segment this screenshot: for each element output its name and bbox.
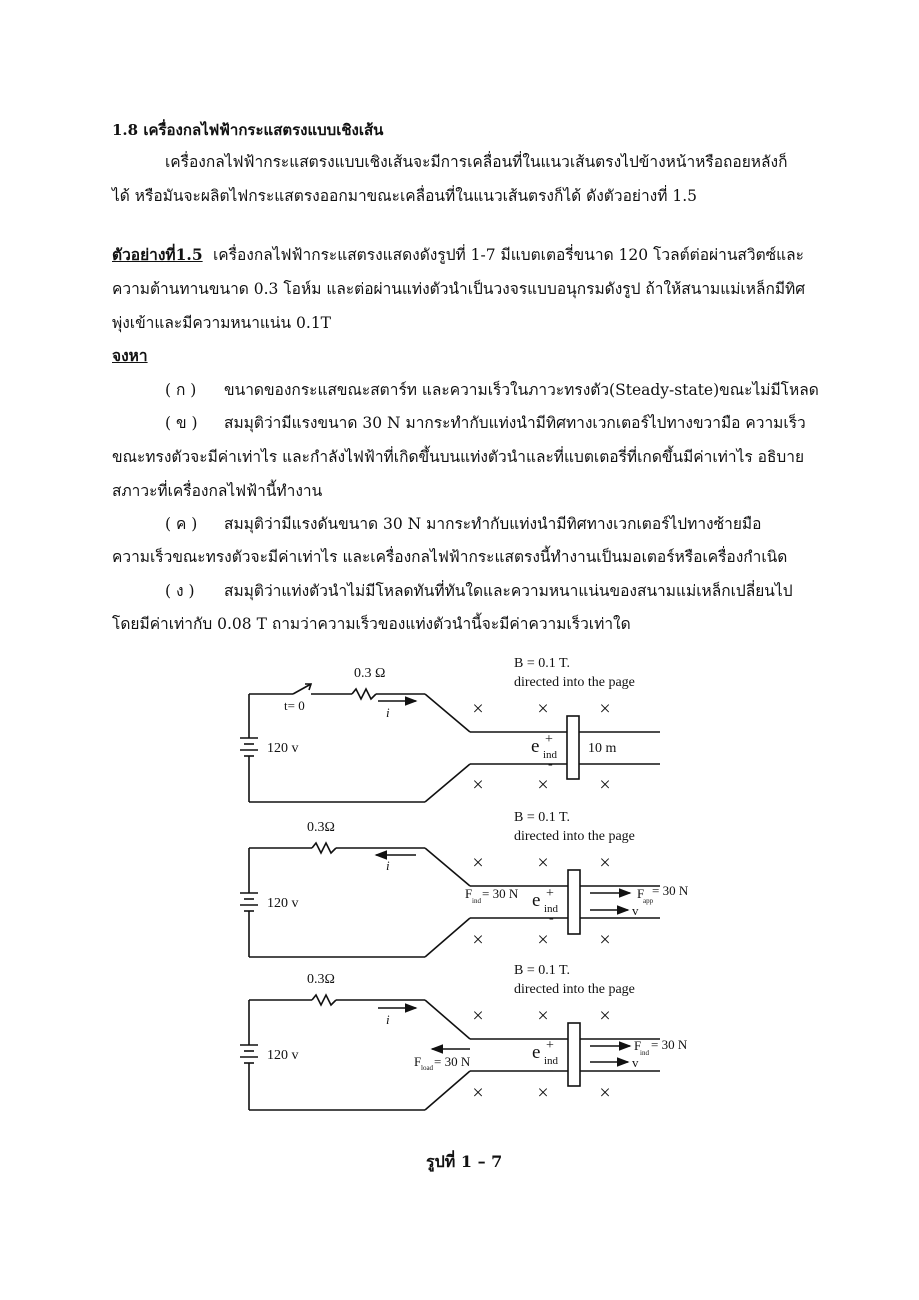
velocity-label: v bbox=[632, 903, 639, 918]
emf-label: e bbox=[531, 736, 540, 757]
minus-sign: - bbox=[549, 911, 554, 926]
field-cross-icon: × bbox=[599, 774, 611, 796]
resistor-symbol bbox=[312, 843, 336, 853]
find-label: จงหา bbox=[112, 346, 148, 365]
force-subscript: ind bbox=[472, 897, 481, 905]
resistor-label: 0.3 Ω bbox=[354, 666, 386, 681]
field-cross-icon: × bbox=[472, 852, 484, 874]
field-direction-label: directed into the page bbox=[514, 982, 635, 997]
field-cross-icon: × bbox=[472, 929, 484, 951]
force-label: F bbox=[634, 1038, 642, 1053]
force-label: F bbox=[414, 1054, 422, 1069]
emf-subscript: ind bbox=[544, 903, 559, 915]
field-cross-icon: × bbox=[537, 1082, 549, 1104]
field-cross-icon: × bbox=[472, 698, 484, 720]
field-cross-icon: × bbox=[537, 774, 549, 796]
battery-label: 120 v bbox=[267, 896, 299, 911]
plus-sign: + bbox=[546, 886, 554, 901]
plus-sign: + bbox=[545, 732, 553, 747]
battery-symbol bbox=[240, 694, 258, 802]
emf-label: e bbox=[532, 890, 541, 911]
force-subscript: load bbox=[421, 1064, 434, 1072]
example-line: เครื่องกลไฟฟ้ากระแสตรงแสดงดังรูปที่ 1-7 มีแบตเตอรี่ขนาด 120 โวลต์ต่อผ่านสวิตซ์และ bbox=[213, 246, 804, 264]
switch-label: t= 0 bbox=[284, 698, 305, 713]
force-value: = 30 N bbox=[652, 883, 689, 898]
paragraph-line: เครื่องกลไฟฟ้ากระแสตรงแบบเชิงเส้นจะมีการเคลื่อนที่ในแนวเส้นตรงไปข้างหน้าหรือถอยหลังก็ bbox=[165, 153, 788, 171]
field-cross-icon: × bbox=[537, 852, 549, 874]
emf-subscript: ind bbox=[543, 749, 558, 761]
question-line: สมมุติว่ามีแรงขนาด 30 N มากระทำกับแท่งนำมีทิศทางเวกเตอร์ไปทางขวามือ ความเร็ว bbox=[224, 414, 806, 432]
field-cross-icon: × bbox=[599, 698, 611, 720]
battery-symbol bbox=[240, 1000, 258, 1110]
field-label: B = 0.1 T. bbox=[514, 656, 570, 671]
question-mark: ( ข ) bbox=[165, 414, 198, 432]
resistor-symbol bbox=[312, 995, 336, 1005]
field-cross-icon: × bbox=[472, 1082, 484, 1104]
current-label: i bbox=[386, 705, 390, 720]
resistor-symbol bbox=[352, 689, 376, 699]
conductor-bar bbox=[568, 1023, 580, 1086]
minus-sign: - bbox=[549, 1063, 554, 1078]
field-cross-icon: × bbox=[537, 1005, 549, 1027]
length-label: 10 m bbox=[588, 741, 617, 756]
emf-label: e bbox=[532, 1042, 541, 1063]
force-label: F bbox=[637, 886, 645, 901]
battery-label: 120 v bbox=[267, 741, 299, 756]
example-label: ตัวอย่างที่1.5 bbox=[112, 245, 203, 264]
field-direction-label: directed into the page bbox=[514, 829, 635, 844]
field-direction-label: directed into the page bbox=[514, 675, 635, 690]
minus-sign: - bbox=[548, 757, 553, 772]
field-cross-icon: × bbox=[537, 698, 549, 720]
question-line: ความเร็วขณะทรงตัวจะมีค่าเท่าไร และเครื่องกลไฟฟ้ากระแสตรงนี้ทำงานเป็นมอเตอร์หรือเครื่องกำเนิด bbox=[112, 548, 788, 566]
force-value: = 30 N bbox=[482, 886, 519, 901]
field-label: B = 0.1 T. bbox=[514, 810, 570, 825]
plus-sign: + bbox=[546, 1038, 554, 1053]
force-label: F bbox=[465, 886, 473, 901]
field-cross-icon: × bbox=[599, 1005, 611, 1027]
example-line: พุ่งเข้าและมีความหนาแน่น 0.1T bbox=[112, 314, 332, 332]
battery-symbol bbox=[240, 848, 258, 957]
question-line: ขณะทรงตัวจะมีค่าเท่าไร และกำลังไฟฟ้าที่เกิดขึ้นบนแท่งตัวนำและที่แบตเตอรี่ที่เกดขึ้นมีค่าเท่าไร อธิบาย bbox=[112, 448, 805, 466]
question-line: โดยมีค่าเท่ากับ 0.08 T ถามว่าความเร็วของแท่งตัวนำนี้จะมีค่าความเร็วเท่าใด bbox=[112, 615, 631, 633]
force-subscript: ind bbox=[640, 1049, 649, 1057]
question-line: สมมุติว่ามีแรงดันขนาด 30 N มากระทำกับแท่งนำมีทิศทางเวกเตอร์ไปทางซ้ายมือ bbox=[224, 515, 762, 533]
force-value: = 30 N bbox=[651, 1037, 688, 1052]
question-line: สภาวะที่เครื่องกลไฟฟ้านี้ทำงาน bbox=[112, 482, 323, 500]
question-mark: ( ก ) bbox=[165, 381, 197, 399]
field-cross-icon: × bbox=[599, 929, 611, 951]
field-label: B = 0.1 T. bbox=[514, 963, 570, 978]
field-cross-icon: × bbox=[599, 852, 611, 874]
figure-caption: รูปที่ 1 – 7 bbox=[426, 1152, 503, 1171]
field-cross-icon: × bbox=[537, 929, 549, 951]
section-heading: 1.8 เครื่องกลไฟฟ้ากระแสตรงแบบเชิงเส้น bbox=[112, 121, 384, 139]
conductor-bar bbox=[568, 870, 580, 934]
emf-subscript: ind bbox=[544, 1055, 559, 1067]
field-cross-icon: × bbox=[472, 774, 484, 796]
diagram-1 bbox=[240, 656, 660, 802]
question-line: ขนาดของกระแสขณะสตาร์ท และความเร็วในภาวะทรงตัว(Steady-state)ขณะไม่มีโหลด bbox=[224, 381, 819, 399]
example-line: ความต้านทานขนาด 0.3 โอห์ม และต่อผ่านแท่งตัวนำเป็นวงจรแบบอนุกรมดังรูป ถ้าให้สนามแม่เหล็กมีทิศ bbox=[112, 280, 806, 298]
velocity-label: v bbox=[632, 1055, 639, 1070]
diagram-2 bbox=[240, 810, 689, 957]
question-mark: ( ง ) bbox=[165, 582, 195, 600]
force-value: = 30 N bbox=[434, 1054, 471, 1069]
battery-label: 120 v bbox=[267, 1048, 299, 1063]
field-cross-icon: × bbox=[599, 1082, 611, 1104]
diagram-3 bbox=[240, 963, 688, 1110]
paragraph-line: ได้ หรือมันจะผลิตไฟกระแสตรงออกมาขณะเคลื่อนที่ในแนวเส้นตรงก็ได้ ดังตัวอย่างที่ 1.5 bbox=[112, 187, 698, 205]
resistor-label: 0.3Ω bbox=[307, 820, 335, 835]
question-line: สมมุติว่าแท่งตัวนำไม่มีโหลดทันที่ทันใดและความหนาแน่นของสนามแม่เหล็กเปลี่ยนไป bbox=[224, 582, 793, 600]
field-cross-icon: × bbox=[472, 1005, 484, 1027]
force-subscript: app bbox=[643, 897, 654, 905]
resistor-label: 0.3Ω bbox=[307, 972, 335, 987]
question-mark: ( ค ) bbox=[165, 515, 198, 533]
current-label: i bbox=[386, 1012, 390, 1027]
conductor-bar bbox=[567, 716, 579, 779]
current-label: i bbox=[386, 858, 390, 873]
switch-symbol bbox=[293, 684, 311, 694]
